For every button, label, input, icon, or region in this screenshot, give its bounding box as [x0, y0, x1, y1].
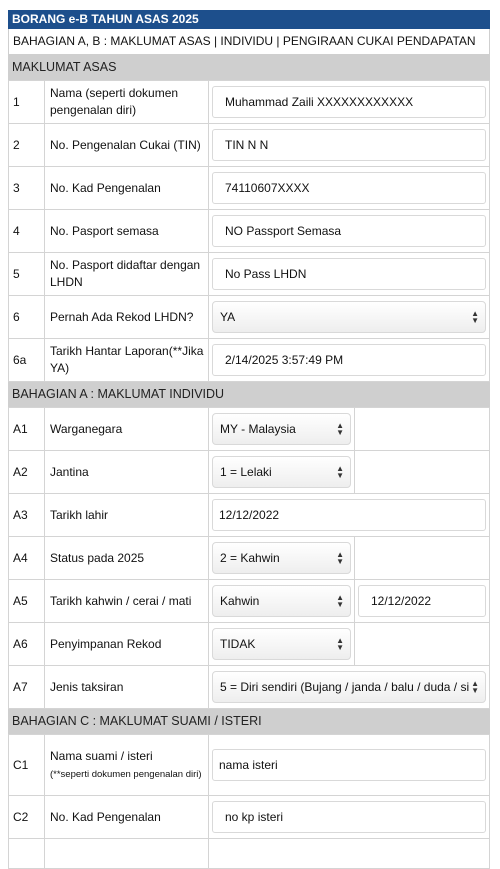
row-number: A2	[9, 451, 45, 494]
label-jantina: Jantina	[45, 451, 209, 494]
select-arrows-icon: ▲ ▼	[336, 636, 344, 652]
row-number: A6	[9, 623, 45, 666]
form-eb	[8, 10, 490, 869]
label-tarikh-lahir: Tarikh lahir	[45, 494, 209, 537]
nama-input[interactable]: Muhammad Zaili XXXXXXXXXXXX	[212, 86, 486, 118]
label-pasport-lhdn: No. Pasport didaftar dengan LHDN	[45, 253, 209, 296]
row-rekod-lhdn	[9, 296, 490, 339]
select-arrows-icon: ▲ ▼	[336, 464, 344, 480]
label-partial	[45, 839, 209, 869]
empty-cell	[355, 451, 490, 494]
row-tarikh-hantar	[9, 339, 490, 382]
row-number: A4	[9, 537, 45, 580]
section-maklumat-individu: BAHAGIAN A : MAKLUMAT INDIVIDU	[8, 382, 490, 407]
label-nama: Nama (seperti dokumen pengenalan diri)	[45, 81, 209, 124]
select-value: 1 = Lelaki	[220, 465, 272, 479]
tin-input[interactable]: TIN N N	[212, 129, 486, 161]
pasport-input[interactable]: NO Passport Semasa	[212, 215, 486, 247]
row-jenis-taksiran	[9, 666, 490, 709]
row-number: 6a	[9, 339, 45, 382]
form-subtitle: BAHAGIAN A, B : MAKLUMAT ASAS | INDIVIDU | PENGIRAAN CUKAI PENDAPATAN	[8, 29, 490, 55]
empty-cell	[355, 537, 490, 580]
label-text: Nama suami / isteri	[50, 748, 153, 763]
row-partial	[9, 839, 490, 869]
jenis-taksiran-select[interactable]	[212, 671, 486, 703]
row-number: 1	[9, 81, 45, 124]
label-pasport: No. Pasport semasa	[45, 210, 209, 253]
row-jantina	[9, 451, 490, 494]
select-arrows-icon: ▲ ▼	[336, 550, 344, 566]
select-value: Kahwin	[220, 594, 260, 608]
section-maklumat-suami-isteri: BAHAGIAN C : MAKLUMAT SUAMI / ISTERI	[8, 709, 490, 734]
label-penyimpanan-rekod: Penyimpanan Rekod	[45, 623, 209, 666]
label-tarikh-hantar: Tarikh Hantar Laporan(**Jika YA)	[45, 339, 209, 382]
row-number: 3	[9, 167, 45, 210]
row-number: 4	[9, 210, 45, 253]
status-select[interactable]	[212, 542, 351, 574]
tarikh-kahwin-input[interactable]: 12/12/2022	[358, 585, 486, 617]
label-tarikh-kahwin: Tarikh kahwin / cerai / mati	[45, 580, 209, 623]
select-value: 2 = Kahwin	[220, 551, 280, 565]
row-number	[9, 839, 45, 869]
kad-pengenalan-input[interactable]: 74110607XXXX	[212, 172, 486, 204]
label-tin: No. Pengenalan Cukai (TIN)	[45, 124, 209, 167]
section-maklumat-asas: MAKLUMAT ASAS	[8, 55, 490, 80]
label-kp-suami-isteri: No. Kad Pengenalan	[45, 796, 209, 839]
row-penyimpanan-rekod	[9, 623, 490, 666]
row-number: 2	[9, 124, 45, 167]
select-value: YA	[220, 310, 236, 324]
row-nama	[9, 81, 490, 124]
select-value: TIDAK	[220, 637, 256, 651]
row-nama-suami-isteri	[9, 735, 490, 796]
label-kad-pengenalan: No. Kad Pengenalan	[45, 167, 209, 210]
select-value: MY - Malaysia	[220, 422, 296, 436]
empty-cell	[355, 623, 490, 666]
row-warganegara	[9, 408, 490, 451]
rekod-lhdn-select[interactable]	[212, 301, 486, 333]
row-number: A1	[9, 408, 45, 451]
row-tarikh-kahwin	[9, 580, 490, 623]
row-tarikh-lahir	[9, 494, 490, 537]
row-kad-pengenalan	[9, 167, 490, 210]
table-maklumat-suami-isteri	[8, 734, 490, 869]
label-nama-suami-isteri	[45, 735, 209, 796]
row-number: C1	[9, 735, 45, 796]
row-kp-suami-isteri	[9, 796, 490, 839]
nama-suami-isteri-input[interactable]: nama isteri	[212, 749, 486, 781]
label-note: (**seperti dokumen pengenalan diri)	[50, 768, 202, 780]
table-maklumat-asas	[8, 80, 490, 382]
select-arrows-icon: ▲ ▼	[471, 679, 479, 695]
pasport-lhdn-input[interactable]: No Pass LHDN	[212, 258, 486, 290]
select-arrows-icon: ▲ ▼	[471, 309, 479, 325]
penyimpanan-rekod-select[interactable]	[212, 628, 351, 660]
warganegara-select[interactable]	[212, 413, 351, 445]
label-jenis-taksiran: Jenis taksiran	[45, 666, 209, 709]
tarikh-hantar-input[interactable]: 2/14/2025 3:57:49 PM	[212, 344, 486, 376]
jenis-tarikh-select[interactable]	[212, 585, 351, 617]
label-warganegara: Warganegara	[45, 408, 209, 451]
label-rekod-lhdn: Pernah Ada Rekod LHDN?	[45, 296, 209, 339]
label-status: Status pada 2025	[45, 537, 209, 580]
row-number: 5	[9, 253, 45, 296]
select-arrows-icon: ▲ ▼	[336, 593, 344, 609]
kp-suami-isteri-input[interactable]: no kp isteri	[212, 801, 486, 833]
row-number: A5	[9, 580, 45, 623]
row-pasport-lhdn	[9, 253, 490, 296]
row-number: C2	[9, 796, 45, 839]
row-number: 6	[9, 296, 45, 339]
select-arrows-icon: ▲ ▼	[336, 421, 344, 437]
row-number: A3	[9, 494, 45, 537]
jantina-select[interactable]	[212, 456, 351, 488]
empty-cell	[355, 408, 490, 451]
form-title: BORANG e-B TAHUN ASAS 2025	[8, 10, 490, 29]
row-status	[9, 537, 490, 580]
tarikh-lahir-input[interactable]: 12/12/2022	[212, 499, 486, 531]
row-tin	[9, 124, 490, 167]
select-value: 5 = Diri sendiri (Bujang / janda / balu / duda / si	[220, 680, 470, 694]
empty-cell	[209, 839, 490, 869]
row-number: A7	[9, 666, 45, 709]
table-maklumat-individu	[8, 407, 490, 709]
row-pasport	[9, 210, 490, 253]
